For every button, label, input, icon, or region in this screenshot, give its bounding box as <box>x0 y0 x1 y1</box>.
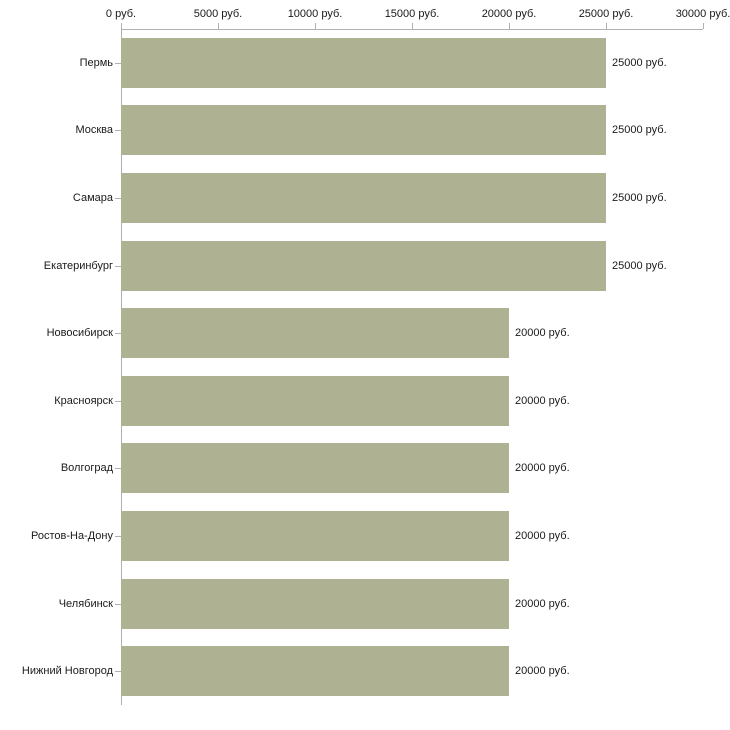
category-label: Нижний Новгород <box>21 665 113 678</box>
bar[interactable] <box>121 646 509 696</box>
bar-value-label: 20000 руб. <box>515 665 570 678</box>
x-tick-mark <box>509 23 510 29</box>
category-label: Екатеринбург <box>43 259 113 272</box>
x-tick-label: 30000 руб. <box>675 8 730 20</box>
y-tick-mark <box>115 130 121 131</box>
x-tick-mark <box>121 23 122 29</box>
category-label: Самара <box>72 192 113 204</box>
category-label: Красноярск <box>54 394 113 407</box>
bar-value-label: 20000 руб. <box>515 597 570 610</box>
bar-value-label: 25000 руб. <box>612 192 667 204</box>
y-tick-mark <box>115 536 121 537</box>
x-tick-mark <box>315 23 316 29</box>
bar-value-label: 20000 руб. <box>515 462 570 475</box>
bar[interactable] <box>121 511 509 561</box>
y-tick-mark <box>115 468 121 469</box>
bar-value-label: 20000 руб. <box>515 327 570 340</box>
bar-value-label: 25000 руб. <box>612 124 667 137</box>
bar-value-label: 25000 руб. <box>612 259 667 272</box>
x-tick-mark <box>218 23 219 29</box>
bar[interactable] <box>121 579 509 629</box>
x-tick-label: 25000 руб. <box>578 8 634 20</box>
y-tick-mark <box>115 604 121 605</box>
x-tick-label: 10000 руб. <box>287 8 343 20</box>
bar[interactable] <box>121 376 509 426</box>
y-tick-mark <box>115 266 121 267</box>
x-tick-mark <box>412 23 413 29</box>
bar[interactable] <box>121 443 509 493</box>
category-label: Пермь <box>79 56 113 69</box>
y-tick-mark <box>115 401 121 402</box>
bar[interactable] <box>121 308 509 358</box>
y-tick-mark <box>115 333 121 334</box>
bar[interactable] <box>121 38 606 88</box>
category-label: Ростов-На-Дону <box>30 530 113 542</box>
category-label: Челябинск <box>58 597 113 610</box>
bar-value-label: 25000 руб. <box>612 56 667 69</box>
y-tick-mark <box>115 198 121 199</box>
x-tick-label: 0 руб. <box>105 8 137 20</box>
bar-value-label: 20000 руб. <box>515 530 570 542</box>
bar-value-label: 20000 руб. <box>515 394 570 407</box>
x-tick-label: 15000 руб. <box>384 8 440 20</box>
y-tick-mark <box>115 671 121 672</box>
category-label: Москва <box>75 124 113 137</box>
bar[interactable] <box>121 105 606 155</box>
x-axis-line <box>121 29 703 30</box>
bar[interactable] <box>121 173 606 223</box>
x-tick-label: 5000 руб. <box>193 8 243 20</box>
category-label: Волгоград <box>60 462 113 475</box>
x-tick-mark <box>703 23 704 29</box>
y-tick-mark <box>115 63 121 64</box>
bar[interactable] <box>121 241 606 291</box>
x-tick-label: 20000 руб. <box>481 8 537 20</box>
category-label: Новосибирск <box>46 327 113 340</box>
x-tick-mark <box>606 23 607 29</box>
